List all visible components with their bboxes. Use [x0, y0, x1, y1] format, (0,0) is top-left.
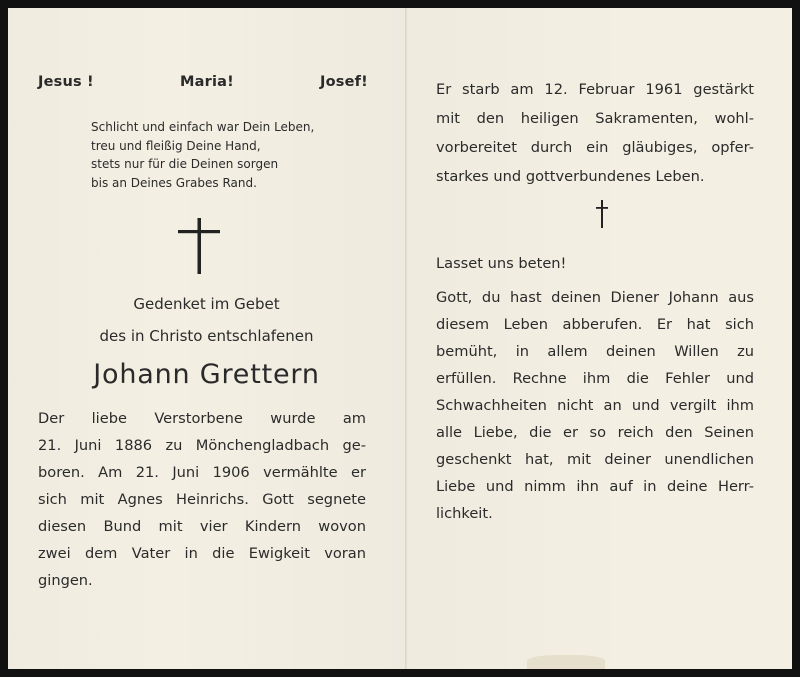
- poem-line: treu und fleißig Deine Hand,: [91, 138, 261, 153]
- biography-line: zwei dem Vater in die Ewigkeit voran: [38, 545, 366, 562]
- commemorate-line-1: Gedenket im Gebet: [133, 295, 280, 313]
- invocation-maria: Maria!: [179, 74, 234, 90]
- prayer-line: Schwachheiten nicht an und vergilt ihm: [436, 397, 754, 414]
- biography-line: 21. Juni 1886 zu Mönchengladbach ge-: [38, 437, 366, 454]
- death-line: vorbereitet durch ein gläubiges, opfer-: [436, 139, 754, 156]
- left-page: [8, 8, 405, 669]
- biography-line: boren. Am 21. Juni 1906 vermählte er: [38, 464, 366, 481]
- invocation-jesus: Jesus !: [38, 74, 94, 90]
- death-line: Er starb am 12. Februar 1961 gestärkt: [436, 81, 754, 98]
- prayer-line: erfüllen. Rechne ihm die Fehler und: [436, 370, 754, 387]
- poem-line: Schlicht und einfach war Dein Leben,: [91, 120, 315, 134]
- poem-line: bis an Deines Grabes Rand.: [91, 175, 257, 190]
- biography: [38, 405, 366, 594]
- poem: [91, 118, 381, 192]
- commemorate-line-2: des in Christo entschlafenen: [99, 327, 314, 345]
- biography-line: gingen.: [38, 572, 93, 589]
- right-page: [407, 8, 792, 669]
- prayer-line: geschenkt hat, mit deiner unendlichen: [436, 451, 754, 468]
- poem-line: stets nur für die Deinen sorgen: [91, 157, 279, 171]
- prayer-line: Gott, du hast deinen Diener Johann aus: [436, 289, 754, 306]
- cross-icon-large: [178, 218, 220, 274]
- prayer-line: alle Liebe, die er so reich den Seinen: [436, 424, 754, 441]
- invocation-line: [38, 74, 368, 90]
- death-line: mit den heiligen Sakramenten, wohl-: [436, 110, 754, 127]
- biography-line: diesen Bund mit vier Kindern wovon: [38, 518, 366, 535]
- invocation-josef: Josef!: [320, 74, 368, 90]
- memorial-card: [8, 8, 792, 669]
- biography-line: sich mit Agnes Heinrichs. Gott segnete: [38, 491, 366, 508]
- deceased-name: Johann Grettern: [93, 359, 320, 390]
- biography-line: Der liebe Verstorbene wurde am: [38, 410, 366, 427]
- paper-tab: [527, 655, 605, 669]
- death-notice: [436, 75, 754, 191]
- prayer-line: bemüht, in allem deinen Willen zu: [436, 343, 754, 360]
- prayer-line: diesem Leben abberufen. Er hat sich: [436, 316, 754, 333]
- death-line: starkes und gottverbundenes Leben.: [436, 168, 705, 185]
- prayer: [436, 284, 754, 527]
- prayer-line: lichkeit.: [436, 505, 493, 522]
- prayer-heading: Lasset uns beten!: [436, 255, 567, 272]
- cross-icon-small: [595, 200, 609, 228]
- prayer-line: Liebe und nimm ihn auf in deine Herr-: [436, 478, 754, 495]
